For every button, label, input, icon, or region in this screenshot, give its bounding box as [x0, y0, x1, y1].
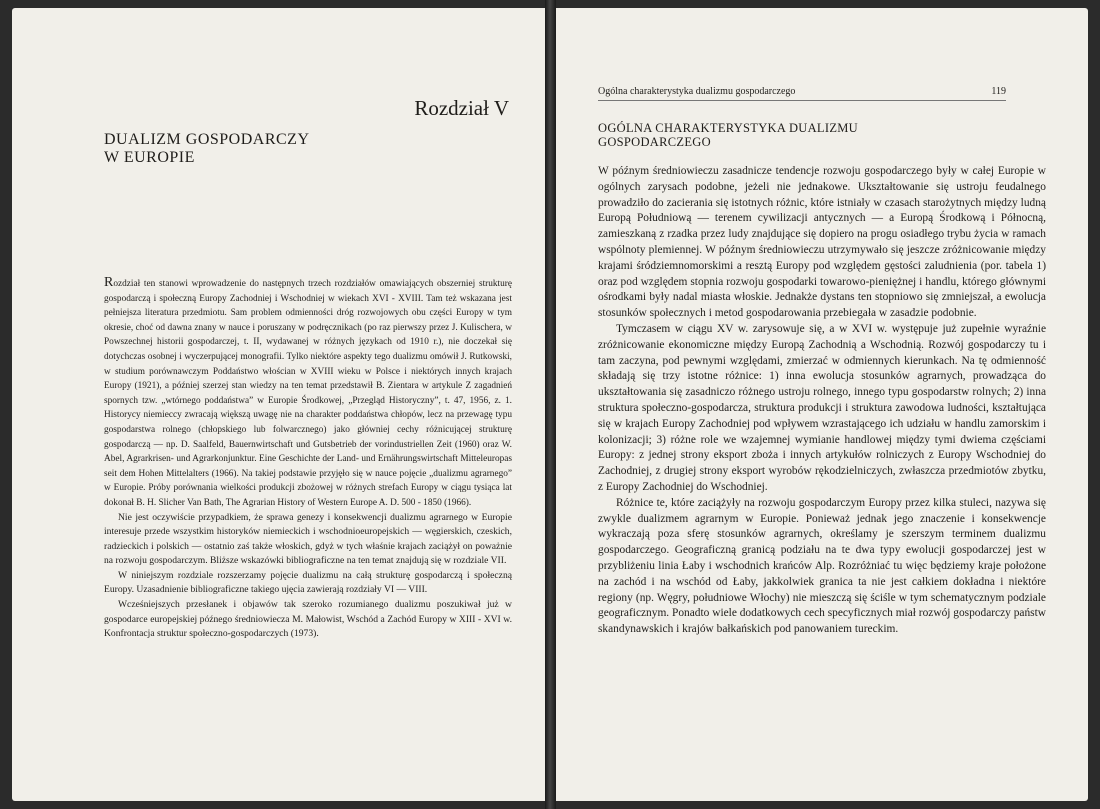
chapter-label: Rozdział V — [414, 96, 509, 120]
intro-paragraph-3: W niniejszym rozdziale rozszerzamy pojęcie dualizmu na całą strukturę gospodarczą i społeczną Europy. Uzasadnienie bibliograficzne takiego ujęcia zawierają rozdziały VI — VIII. — [104, 569, 512, 596]
right-page — [556, 8, 1088, 801]
chapter-title-line2: W EUROPIE — [104, 149, 195, 166]
body-paragraph-2: Tymczasem w ciągu XV w. zarysowuje się, a w XVI w. występuje już zupełnie wyraźnie zróżnicowanie ekonomiczne między Europą Zachodnią a Wschodnią. Rozwój gospodarczy tu i tam zaczyna, pod pewnymi względami, zmierzać w odmiennych kierunkach. Na tę odmienność składają się trzy istotne różnice: 1) inna ewolucja stosunków agrarnych, prowadząca do ukształtowania się zasadniczo różnego ustroju rolnego, innego typu gospodarstw rolnych; 2) inna struktura społeczno-gospodarcza, struktura produkcji i struktura zawodowa ludności, kształtująca się w krajach Europy Zachodniej pod wpływem wzrastającego ich udziału w handlu zamorskim i kolonizacji; 3) różne role we wzajemnej wymianie handlowej między tymi dwiema częściami Europy: z jednej strony eksport zboża i innych artykułów rolniczych z Europy Wschodniej do Zachodniej, z drugiej strony eksport wyrobów rękodzielniczych, zwłaszcza przedmiotów zbytku, z Europy Zachodniej do Wschodniej. — [598, 322, 1046, 493]
section-title-line2: GOSPODARCZEGO — [598, 135, 711, 149]
chapter-title-line1: DUALIZM GOSPODARCZY — [104, 131, 310, 148]
chapter-title — [104, 131, 310, 167]
drop-cap: R — [104, 275, 114, 290]
body-paragraph-1: W późnym średniowieczu zasadnicze tendencje rozwoju gospodarczego były w całej Europie w ogólnych zarysach podobne, jeżeli nie jednakowe. Ukształtowanie się ustroju feudalnego prowadziło do zacierania się istotnych różnic, które istniały w czasach starożytnych między ludną Europą Południową — terenem cywilizacji antycznych — a Europą Środkową i Północną, zamieszkaną z rzadka przez ludy znajdujące się dopiero na progu osiadłego trybu życia w ramach wspólnoty plemiennej. W późnym średniowieczu utrzymywało się jeszcze zróżnicowanie między krajami śródziemnomorskimi a resztą Europy pod względem gęstości zaludnienia (por. tabela 1) oraz pod względem stopnia rozwoju gospodarki towarowo-pieniężnej i handlu, którego głównymi ośrodkami były nadal miasta włoskie. Jednakże dystans ten stopniowo się zmniejszał, a ewolucja stosunków społecznych i metod gospodarowania przebiegała w zasadzie podobnie. — [598, 165, 1046, 320]
chapter-intro — [104, 276, 512, 642]
body-text — [598, 164, 1046, 638]
running-head-title: Ogólna charakterystyka dualizmu gospodarczego — [598, 86, 796, 97]
intro-paragraph-1-text: ozdział ten stanowi wprowadzenie do następnych trzech rozdziałów omawiających obszerniej strukturę gospodarczą i społeczną Europy Zachodniej i Wschodniej w wiekach XVI - XVIII. Tam też wskazana jest pełniejsza literatura przedmiotu. Sam problem odmienności dróg rozwojowych obu części Europy w tym okresie, choć od dawna znany w nauce i poruszany w podręcznikach (po raz pierwszy przez J. Kulischera, w Powszechnej historii gospodarczej, t. II, wydawanej w różnych językach od 1910 r.), nie doczekał się dotychczas osobnej i wyczerpującej monografii. Tylko niektóre aspekty tego dualizmu omówił J. Rutkowski, w studium porównawczym Poddaństwo włościan w XVIII wieku w Polsce i niektórych innych krajach Europy (1921), a później szerzej stan wiedzy na ten temat przedstawił B. Zientara w artykule Z zagadnień spornych tzw. „wtórnego poddaństwa” w Europie Środkowej, „Przegląd Historyczny”, t. 47, 1956, z. 1. Historycy niemieccy zwracają większą uwagę nie na charakter poddaństwa chłopów, lecz na przewagę typu gospodarstwa rolnego (chłopskiego lub folwarcznego) jako główniej cechy różnicującej strukturę gospodarczą — np. D. Saalfeld, Bauernwirtschaft und Gutsbetrieb der vorindustriellen Zeit (1960) oraz W. Abel, Agrarkrisen- und Agrarkonjunktur. Eine Geschichte der Land- und Ernährungswirtschaft Mitteleuropas seit dem Hohen Mittelalters (1966). Na takiej podstawie przyjęło się w nauce pojęcie „dualizmu agrarnego” w Europie. Próby porównania wielkości produkcji zbożowej w różnych strefach Europy w ciągu tysiąca lat dokonał B. H. Slicher Van Bath, The Agrarian History of Western Europe A. D. 500 - 1850 (1966). — [104, 279, 512, 508]
section-title-line1: OGÓLNA CHARAKTERYSTYKA DUALIZMU — [598, 121, 858, 135]
intro-paragraph-2: Nie jest oczywiście przypadkiem, że sprawa genezy i konsekwencji dualizmu agrarnego w Europie interesuje przede wszystkim historyków niemieckich i wschodnioeuropejskich — węgierskich, czeskich, radzieckich i polskich — ostatnio zaś także włoskich, gdyż w tych właśnie krajach zaciążył on poważnie na rozwoju gospodarczym. Bliższe wskazówki bibliograficzne na ten temat znajdują się w rozdziale VII. — [104, 511, 512, 567]
body-paragraph-3: Różnice te, które zaciążyły na rozwoju gospodarczym Europy przez kilka stuleci, nazywa się zwykle dualizmem agrarnym w Europie. Ponieważ jednak jego znaczenie i konsekwencje wykraczają poza sferę stosunków agrarnych, określamy je szerszym terminem dualizmu gospodarczego. Geograficzną granicą podziału na te dwa typy ewolucji gospodarczej jest w przybliżeniu linia Łaby i wschodnich krańców Alp. Rozróżniać tu więc będziemy kraje położone na zachód i na wschód od Łaby, jakkolwiek granica ta nie jest całkiem dokładna i niektóre regiony (np. Węgry, południowe Włochy) nie mieszczą się ściśle w tym schematycznym podziale geograficznym. Ponadto wiele dodatkowych cech specyficznych miał rozwój gospodarczy państw skandynawskich i krajów bałkańskich pod panowaniem tureckim. — [598, 496, 1046, 636]
section-title — [598, 121, 858, 149]
page-number: 119 — [991, 86, 1006, 97]
intro-paragraph-4: Wcześniejszych przesłanek i objawów tak szeroko rozumianego dualizmu poszukiwał już w gospodarce europejskiej późnego średniowiecza M. Małowist, Wschód a Zachód Europy w XIII - XVI w. Konfrontacja struktur społeczno-gospodarczych (1973). — [104, 599, 512, 640]
left-page — [12, 8, 545, 801]
intro-paragraph-1 — [104, 276, 512, 511]
book-spine — [545, 0, 556, 809]
running-head — [598, 86, 1006, 101]
